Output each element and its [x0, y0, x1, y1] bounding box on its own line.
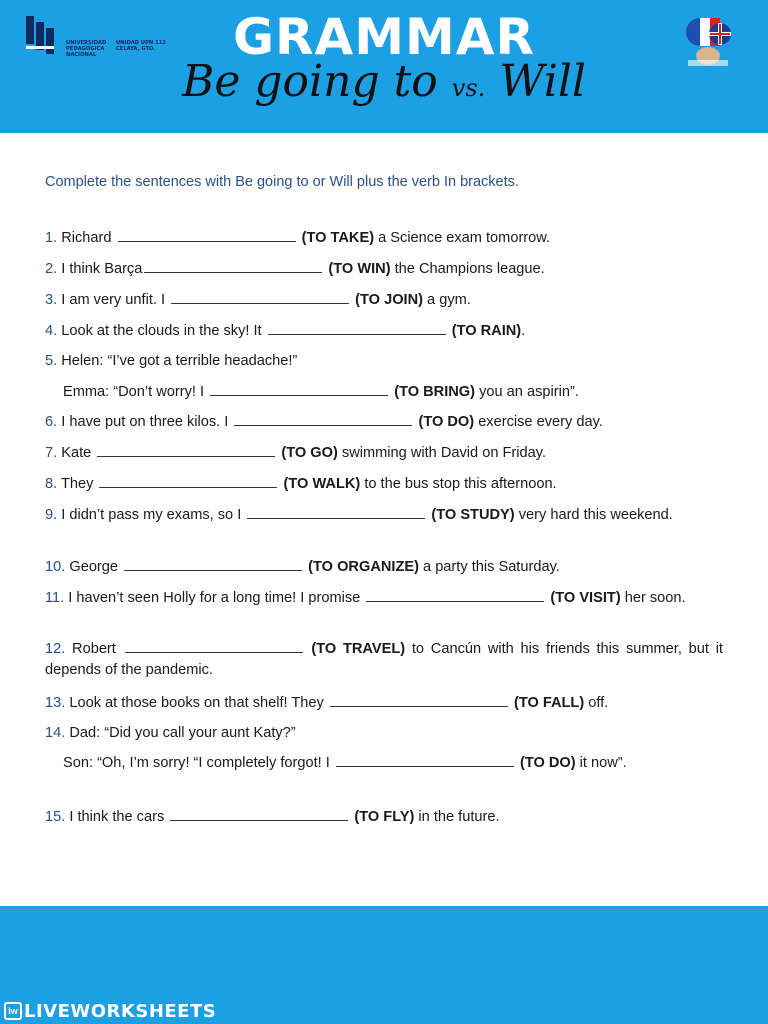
exercise-item-6	[45, 412, 723, 433]
answer-blank[interactable]	[268, 321, 446, 335]
exercise-item-14	[45, 723, 723, 744]
item-text: They	[57, 476, 98, 492]
item-text-end: in the future.	[414, 809, 500, 825]
exercise-item-2	[45, 259, 723, 280]
item-number: 2.	[45, 261, 58, 277]
item-verb: (TO BRING)	[394, 384, 476, 400]
item-verb: (TO WIN)	[328, 261, 391, 277]
upn-logo-text: UNIVERSIDAD PEDAGÓGICA NACIONAL	[66, 40, 107, 58]
item-text-end: very hard this weekend.	[514, 507, 673, 523]
exercise-item-15	[45, 807, 723, 828]
item-verb: (TO TRAVEL)	[311, 641, 406, 657]
item-text: I didn’t pass my exams, so I	[57, 507, 246, 523]
liveworksheets-brand[interactable]	[4, 1000, 216, 1022]
item-text: George	[65, 559, 123, 575]
item-number: 9.	[45, 507, 58, 523]
exercise-item-5	[45, 351, 723, 372]
item-text-end: a Science exam tomorrow.	[374, 230, 551, 246]
item-text-end: swimming with David on Friday.	[337, 445, 547, 461]
item-text-end: you an aspirin”.	[475, 384, 579, 400]
answer-blank[interactable]	[124, 557, 302, 571]
item-number: 5.	[45, 353, 58, 369]
item-number: 3.	[45, 292, 58, 308]
exercise-item-11	[45, 588, 723, 609]
item-number: 7.	[45, 445, 58, 461]
subtitle-will: Will	[499, 56, 586, 107]
item-number: 14.	[45, 725, 66, 741]
item-text: I think the cars	[65, 809, 169, 825]
exercise-item-4	[45, 321, 723, 342]
item-number: 6.	[45, 414, 58, 430]
item-verb: (TO DO)	[418, 414, 475, 430]
instructions: Complete the sentences with Be going to or Will plus the verb In brackets.	[45, 174, 519, 190]
exercise-item-5-reply	[45, 382, 723, 403]
item-text: I have put on three kilos. I	[57, 414, 233, 430]
exercise-item-7	[45, 443, 723, 464]
item-number: 10.	[45, 559, 66, 575]
item-text-end: exercise every day.	[474, 414, 603, 430]
answer-blank[interactable]	[366, 588, 544, 602]
item-verb: (TO FALL)	[513, 695, 585, 711]
item-verb: (TO JOIN)	[355, 292, 423, 308]
item-verb: (TO WALK)	[283, 476, 361, 492]
item-text-end: her soon.	[620, 590, 686, 606]
exercise-item-12	[45, 639, 723, 681]
answer-blank[interactable]	[210, 382, 388, 396]
item-text: Look at those books on that shelf! They	[65, 695, 328, 711]
item-verb: (TO RAIN)	[451, 323, 522, 339]
liveworksheets-logo-icon: lw	[4, 1002, 22, 1020]
exercise-item-10	[45, 557, 723, 578]
answer-blank[interactable]	[247, 505, 425, 519]
item-text: Robert	[65, 641, 123, 657]
exercise-item-13	[45, 693, 723, 714]
item-number: 1.	[45, 230, 58, 246]
item-text: Son: “Oh, I’m sorry! “I completely forgot! I	[63, 755, 334, 771]
item-number: 12.	[45, 641, 66, 657]
answer-blank[interactable]	[118, 228, 296, 242]
item-text: I think Barça	[57, 261, 143, 277]
item-text-end: to Cancún with his friends this summer, but it depends of the pandemic.	[45, 641, 723, 678]
answer-blank[interactable]	[97, 443, 275, 457]
item-number: 4.	[45, 323, 58, 339]
item-text-end: .	[521, 323, 526, 339]
exercise-item-9	[45, 505, 723, 526]
item-verb: (TO TAKE)	[301, 230, 375, 246]
item-text: I am very unfit. I	[57, 292, 170, 308]
answer-blank[interactable]	[99, 474, 277, 488]
item-text: Kate	[57, 445, 96, 461]
header-banner	[0, 0, 768, 133]
item-text: Richard	[57, 230, 116, 246]
item-verb: (TO VISIT)	[550, 590, 621, 606]
language-center-logo-icon	[682, 12, 734, 68]
item-verb: (TO DO)	[519, 755, 576, 771]
item-verb: (TO ORGANIZE)	[308, 559, 419, 575]
item-number: 11.	[45, 590, 65, 606]
item-verb: (TO FLY)	[354, 809, 415, 825]
item-text-end: off.	[584, 695, 609, 711]
item-text: Emma: “Don’t worry! I	[63, 384, 209, 400]
item-text: Look at the clouds in the sky! It	[57, 323, 266, 339]
item-text-end: it now”.	[575, 755, 627, 771]
item-verb: (TO STUDY)	[431, 507, 515, 523]
item-text: I haven’t seen Holly for a long time! I promise	[64, 590, 365, 606]
exercise-item-14-reply	[45, 753, 723, 774]
item-verb: (TO GO)	[281, 445, 338, 461]
upn-unit-text: UNIDAD UPN 112 CELAYA, GTO.	[116, 40, 166, 52]
exercise-item-1	[45, 228, 723, 249]
exercise-item-8	[45, 474, 723, 495]
answer-blank[interactable]	[234, 412, 412, 426]
item-number: 8.	[45, 476, 58, 492]
item-text-end: the Champions league.	[390, 261, 545, 277]
item-number: 13.	[45, 695, 66, 711]
answer-blank[interactable]	[336, 753, 514, 767]
subtitle-be-going-to: Be going to	[182, 56, 438, 107]
item-text: Helen: “I’ve got a terrible headache!”	[57, 353, 298, 369]
page-subtitle	[0, 56, 768, 107]
answer-blank[interactable]	[144, 259, 322, 273]
answer-blank[interactable]	[170, 807, 348, 821]
answer-blank[interactable]	[125, 639, 303, 653]
item-number: 15.	[45, 809, 66, 825]
liveworksheets-label: LIVEWORKSHEETS	[24, 1000, 217, 1022]
page-title: GRAMMAR	[233, 8, 535, 66]
item-text-end: a party this Saturday.	[418, 559, 560, 575]
subtitle-vs: vs.	[451, 74, 486, 102]
answer-blank[interactable]	[171, 290, 349, 304]
item-text: Dad: “Did you call your aunt Katy?”	[65, 725, 296, 741]
answer-blank[interactable]	[330, 693, 508, 707]
exercise-item-3	[45, 290, 723, 311]
item-text-end: a gym.	[423, 292, 471, 308]
item-text-end: to the bus stop this afternoon.	[360, 476, 557, 492]
